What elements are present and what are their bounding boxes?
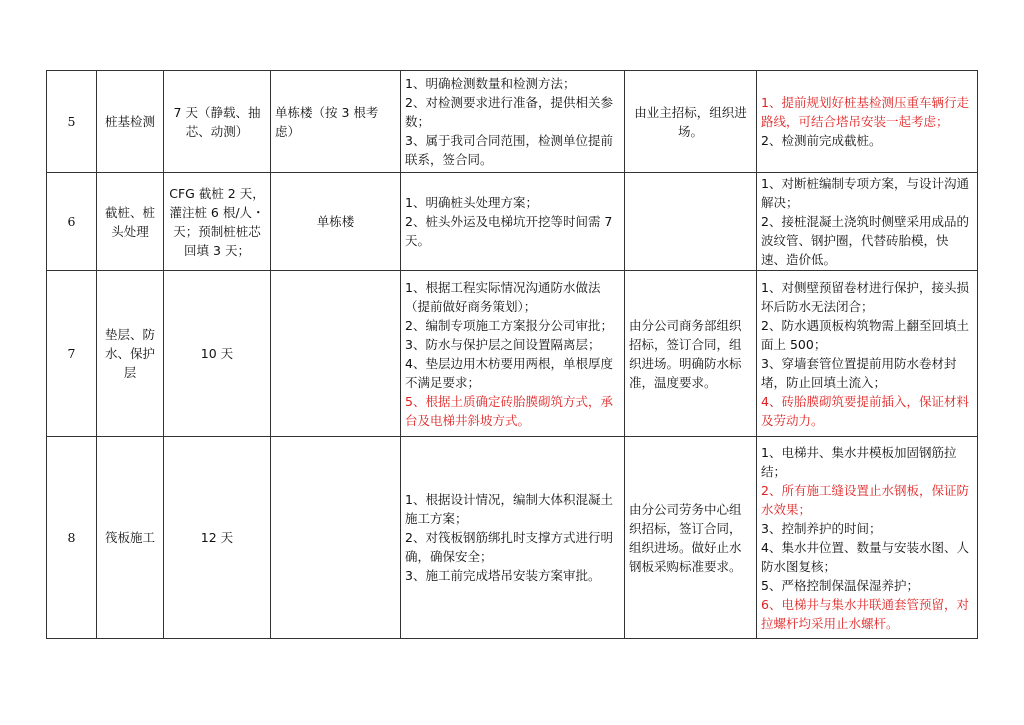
notes-cell bbox=[757, 71, 978, 173]
note-line: 6、电梯井与集水井联通套管预留，对 拉螺杆均采用止水螺杆。 bbox=[761, 596, 969, 631]
prep-line: 3、防水与保护层之间设置隔离层； bbox=[405, 336, 601, 352]
prep-line: 1、根据设计情况，编制大体积混凝土 施工方案； bbox=[405, 492, 613, 526]
note-line: 4、砖胎膜砌筑要提前插入，保证材料 及劳动力。 bbox=[761, 393, 969, 428]
note-line: 3、控制养护的时间； bbox=[761, 520, 882, 536]
item-name: 筏板施工 bbox=[97, 437, 164, 639]
prep-line: 2、对筏板钢筋绑扎时支撑方式进行明 确，确保安全； bbox=[405, 530, 613, 564]
prep-line: 1、明确检测数量和检测方法； bbox=[405, 76, 576, 91]
duration-cell: 12 天 bbox=[164, 437, 271, 639]
row-number: 5 bbox=[47, 71, 97, 173]
item-name: 截桩、桩头处理 bbox=[97, 173, 164, 271]
note-line: 2、防水遇顶板构筑物需上翻至回填土 面上 500； bbox=[761, 317, 969, 352]
prep-line: 2、编制专项施工方案报分公司审批； bbox=[405, 317, 613, 333]
prep-line: 2、桩头外运及电梯坑开挖等时间需 7 天。 bbox=[405, 214, 613, 248]
note-line: 2、所有施工缝设置止水钢板，保证防 水效果； bbox=[761, 482, 969, 517]
table-row bbox=[47, 71, 978, 173]
method-cell bbox=[625, 173, 757, 271]
note-line: 1、对侧壁预留卷材进行保护，接头损坏后防水无法闭合； bbox=[761, 279, 969, 314]
note-line: 5、严格控制保温保湿养护； bbox=[761, 577, 919, 593]
note-line: 1、提前规划好桩基检测压重车辆行走 路线，可结合塔吊安装一起考虑； bbox=[761, 95, 969, 129]
prep-line: 4、垫层边用木枋要用两根，单根厚度 不满足要求； bbox=[405, 355, 613, 390]
table-row bbox=[47, 173, 978, 271]
duration-cell: 7 天（静载、抽芯、动测） bbox=[164, 71, 271, 173]
method-cell: 由业主招标，组织进场。 bbox=[625, 71, 757, 173]
prep-line: 3、属于我司合同范围，检测单位提前联系，签合同。 bbox=[405, 133, 613, 167]
duration-cell: 10 天 bbox=[164, 271, 271, 437]
table-row bbox=[47, 271, 978, 437]
prep-line: 2、对检测要求进行准备，提供相关参数； bbox=[405, 95, 613, 129]
item-name: 垫层、防水、保护层 bbox=[97, 271, 164, 437]
note-line: 2、检测前完成截桩。 bbox=[761, 133, 882, 148]
table-row bbox=[47, 437, 978, 639]
note-line: 1、电梯井、集水井模板加固钢筋拉结； bbox=[761, 444, 957, 479]
scope-cell: 单栋楼 bbox=[271, 173, 401, 271]
preparation-cell bbox=[401, 71, 625, 173]
note-line: 3、穿墙套管位置提前用防水卷材封 堵，防止回填土流入； bbox=[761, 355, 957, 390]
prep-line: 1、根据工程实际情况沟通防水做法（提前做好商务策划）； bbox=[405, 279, 601, 314]
notes-cell bbox=[757, 271, 978, 437]
scope-cell bbox=[271, 437, 401, 639]
preparation-cell bbox=[401, 173, 625, 271]
method-cell: 由分公司劳务中心组织招标，签订合同，组织进场。做好止水钢板采购标准要求。 bbox=[625, 437, 757, 639]
preparation-cell bbox=[401, 437, 625, 639]
notes-cell bbox=[757, 437, 978, 639]
note-line: 1、对断桩编制专项方案，与设计沟通解决； bbox=[761, 176, 969, 210]
item-name: 桩基检测 bbox=[97, 71, 164, 173]
row-number: 6 bbox=[47, 173, 97, 271]
prep-line: 1、明确桩头处理方案； bbox=[405, 195, 538, 210]
preparation-cell bbox=[401, 271, 625, 437]
notes-cell bbox=[757, 173, 978, 271]
scope-cell bbox=[271, 271, 401, 437]
prep-line: 3、施工前完成塔吊安装方案审批。 bbox=[405, 568, 601, 583]
note-line: 2、接桩混凝土浇筑时侧壁采用成品的波纹管、钢护圈，代替砖胎模，快速、造价低。 bbox=[761, 214, 969, 267]
duration-cell: CFG 截桩 2 天，灌注桩 6 根/人・天；预制桩桩芯回填 3 天； bbox=[164, 173, 271, 271]
prep-line: 5、根据土质确定砖胎膜砌筑方式，承 台及电梯井斜坡方式。 bbox=[405, 393, 613, 428]
construction-plan-table bbox=[46, 70, 978, 639]
row-number: 8 bbox=[47, 437, 97, 639]
scope-cell: 单栋楼（按 3 根考虑） bbox=[271, 71, 401, 173]
note-line: 4、集水井位置、数量与安装水图、人 防水图复核； bbox=[761, 539, 969, 574]
method-cell: 由分公司商务部组织招标，签订合同，组织进场。明确防水标准，温度要求。 bbox=[625, 271, 757, 437]
row-number: 7 bbox=[47, 271, 97, 437]
